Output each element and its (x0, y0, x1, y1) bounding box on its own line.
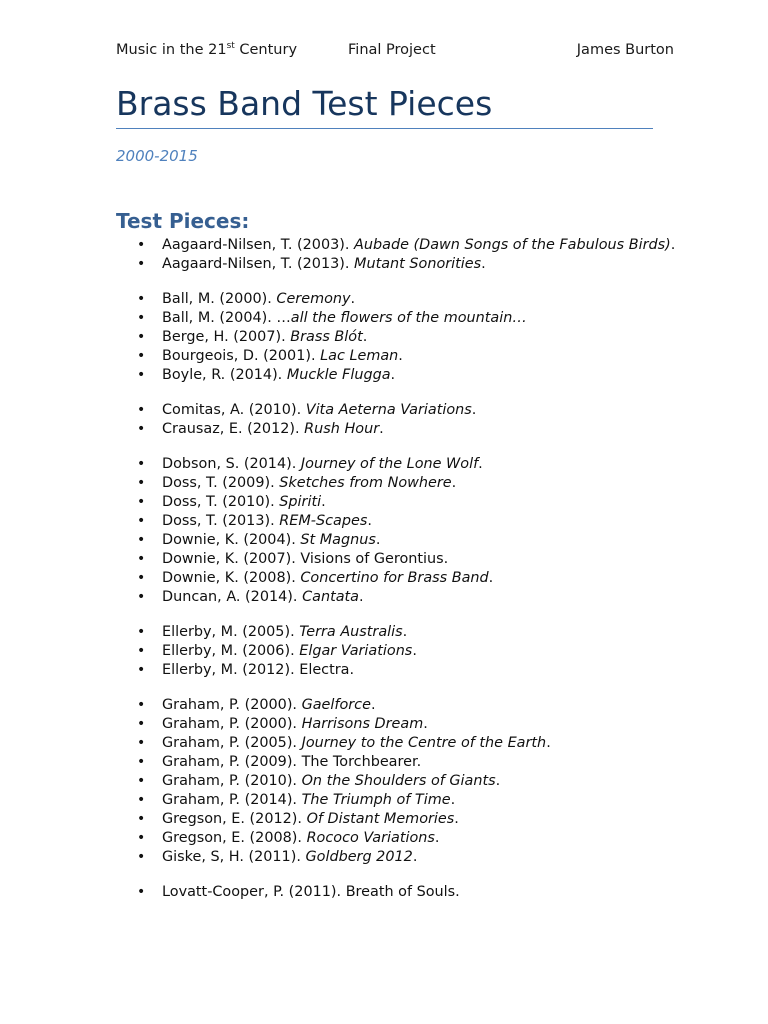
reference-punctuation: . (443, 551, 449, 567)
reference-punctuation: . (349, 662, 355, 678)
reference-author-year: Graham, P. (2000). (162, 716, 302, 732)
reference-punctuation: . (367, 513, 372, 529)
reference-author-year: Comitas, A. (2010). (162, 402, 306, 418)
list-item (116, 328, 676, 347)
header-author: James Burton (576, 42, 674, 58)
reference-title: Ceremony (276, 291, 351, 307)
bullet-icon: • (137, 811, 146, 827)
list-item (116, 734, 676, 753)
reference-title: Goldberg 2012 (305, 849, 413, 865)
list-item (116, 772, 676, 791)
reference-author-year: Downie, K. (2007). (162, 551, 301, 567)
bullet-icon: • (137, 849, 146, 865)
reference-author-year: Ellerby, M. (2005). (162, 624, 300, 640)
list-item (116, 401, 676, 420)
reference-punctuation: . (488, 570, 494, 586)
reference-author-year: Graham, P. (2009). (162, 754, 302, 770)
bullet-icon: • (137, 456, 146, 472)
reference-author-year: Giske, S, H. (2011). (162, 849, 306, 865)
reference-author-year: Ball, M. (2000). (162, 291, 277, 307)
reference-punctuation: . (359, 589, 364, 605)
list-item (116, 455, 676, 474)
document-subtitle: 2000-2015 (116, 147, 198, 165)
reference-title: Visions of Gerontius (300, 551, 444, 567)
reference-title: The Torchbearer (301, 754, 417, 770)
reference-title: Cantata (302, 589, 359, 605)
bullet-icon: • (137, 716, 146, 732)
reference-punctuation: . (350, 291, 356, 307)
reference-author-year: Aagaard-Nilsen, T. (2013). (162, 256, 355, 272)
bullet-icon: • (137, 662, 146, 678)
list-item (116, 661, 676, 680)
bullet-icon: • (137, 589, 146, 605)
bullet-icon: • (137, 475, 146, 491)
reference-title: Brass Blót (290, 329, 363, 345)
reference-author-year: Graham, P. (2000). (162, 697, 302, 713)
reference-author-year: Gregson, E. (2012). (162, 811, 307, 827)
reference-title: Aubade (Dawn Songs of the Fabulous Birds) (354, 237, 671, 253)
reference-title: Mutant Sonorities (354, 256, 482, 272)
reference-author-year: Doss, T. (2010). (162, 494, 280, 510)
reference-author-year: Ball, M. (2004). … (162, 310, 291, 326)
bullet-icon: • (137, 792, 146, 808)
reference-author-year: Graham, P. (2005). (162, 735, 302, 751)
list-item (116, 810, 676, 829)
reference-punctuation: . (362, 329, 368, 345)
reference-title: Concertino for Brass Band (300, 570, 489, 586)
reference-title: Journey of the Lone Wolf (300, 456, 479, 472)
reference-author-year: Graham, P. (2014). (162, 792, 302, 808)
bullet-icon: • (137, 256, 146, 272)
list-item (116, 642, 676, 661)
list-item (116, 420, 676, 439)
reference-title: Harrisons Dream (301, 716, 424, 732)
bullet-icon: • (137, 310, 146, 326)
bullet-icon: • (137, 570, 146, 586)
reference-author-year: Aagaard-Nilsen, T. (2003). (162, 237, 355, 253)
bullet-icon: • (137, 884, 146, 900)
bullet-icon: • (137, 754, 146, 770)
bullet-icon: • (137, 830, 146, 846)
reference-punctuation: . (471, 402, 477, 418)
bullet-icon: • (137, 643, 146, 659)
reference-punctuation: . (370, 697, 376, 713)
list-item (116, 309, 676, 328)
reference-author-year: Gregson, E. (2008). (162, 830, 307, 846)
reference-punctuation: . (455, 884, 460, 900)
list-item (116, 290, 676, 309)
reference-group (116, 236, 676, 274)
reference-author-year: Dobson, S. (2014). (162, 456, 301, 472)
reference-group (116, 290, 676, 385)
reference-title: St Magnus (300, 532, 376, 548)
list-item (116, 791, 676, 810)
reference-author-year: Berge, H. (2007). (162, 329, 291, 345)
list-item (116, 366, 676, 385)
reference-group (116, 401, 676, 439)
reference-author-year: Doss, T. (2009). (162, 475, 280, 491)
reference-title: Of Distant Memories (306, 811, 455, 827)
reference-title: Electra (299, 662, 350, 678)
bullet-icon: • (137, 773, 146, 789)
reference-author-year: Ellerby, M. (2012). (162, 662, 300, 678)
header-course: Music in the 21st Century (116, 41, 298, 58)
reference-punctuation: . (423, 716, 428, 732)
list-item (116, 883, 676, 902)
reference-author-year: Lovatt-Cooper, P. (2011). (162, 884, 346, 900)
bullet-icon: • (137, 697, 146, 713)
reference-title: Muckle Flugga (286, 367, 391, 383)
bullet-icon: • (137, 532, 146, 548)
reference-title: Vita Aeterna Variations (305, 402, 472, 418)
bullet-icon: • (137, 237, 146, 253)
list-item (116, 550, 676, 569)
bullet-icon: • (137, 348, 146, 364)
reference-punctuation: . (390, 367, 396, 383)
reference-title: REM-Scapes (279, 513, 368, 529)
bullet-icon: • (137, 624, 146, 640)
reference-punctuation: . (670, 237, 676, 253)
reference-title: Lac Leman (320, 348, 399, 364)
reference-title: Rush Hour (304, 421, 380, 437)
reference-punctuation: . (416, 754, 422, 770)
bullet-icon: • (137, 402, 146, 418)
reference-punctuation: . (398, 348, 403, 364)
bullet-icon: • (137, 367, 146, 383)
reference-punctuation: . (379, 421, 384, 437)
reference-punctuation: . (412, 849, 418, 865)
reference-title: all the flowers of the mountain… (290, 310, 527, 326)
reference-title: Spiriti (279, 494, 322, 510)
page-header (116, 42, 674, 62)
list-item (116, 474, 676, 493)
reference-title: Rococo Variations (306, 830, 435, 846)
bullet-icon: • (137, 329, 146, 345)
bullet-icon: • (137, 494, 146, 510)
reference-title: Elgar Variations (299, 643, 413, 659)
reference-punctuation: . (450, 792, 456, 808)
list-item (116, 236, 676, 255)
reference-punctuation: . (546, 735, 551, 751)
header-project: Final Project (348, 42, 436, 58)
reference-title: Sketches from Nowhere (279, 475, 452, 491)
list-item (116, 753, 676, 772)
list-item (116, 588, 676, 607)
reference-list (116, 236, 676, 902)
reference-group (116, 455, 676, 607)
reference-punctuation: . (375, 532, 381, 548)
list-item (116, 512, 676, 531)
reference-punctuation: . (434, 830, 440, 846)
list-item (116, 623, 676, 642)
bullet-icon: • (137, 421, 146, 437)
title-underline (116, 128, 653, 129)
reference-group (116, 623, 676, 680)
bullet-icon: • (137, 513, 146, 529)
reference-author-year: Boyle, R. (2014). (162, 367, 287, 383)
reference-author-year: Bourgeois, D. (2001). (162, 348, 321, 364)
list-item (116, 493, 676, 512)
list-item (116, 255, 676, 274)
reference-title: Terra Australis (299, 624, 403, 640)
reference-punctuation: . (402, 624, 408, 640)
list-item (116, 696, 676, 715)
reference-author-year: Downie, K. (2008). (162, 570, 301, 586)
reference-punctuation: . (478, 456, 483, 472)
reference-author-year: Doss, T. (2013). (162, 513, 280, 529)
reference-group (116, 883, 676, 902)
bullet-icon: • (137, 735, 146, 751)
bullet-icon: • (137, 291, 146, 307)
reference-punctuation: . (412, 643, 417, 659)
reference-author-year: Ellerby, M. (2006). (162, 643, 300, 659)
list-item (116, 848, 676, 867)
reference-author-year: Downie, K. (2004). (162, 532, 301, 548)
list-item (116, 829, 676, 848)
reference-title: Gaelforce (301, 697, 371, 713)
bullet-icon: • (137, 551, 146, 567)
list-item (116, 715, 676, 734)
list-item (116, 531, 676, 550)
reference-author-year: Crausaz, E. (2012). (162, 421, 305, 437)
reference-title: The Triumph of Time (301, 792, 451, 808)
section-heading: Test Pieces: (116, 209, 250, 233)
reference-punctuation: . (454, 811, 459, 827)
reference-punctuation: . (495, 773, 501, 789)
reference-group (116, 696, 676, 867)
reference-punctuation: . (321, 494, 326, 510)
reference-title: Journey to the Centre of the Earth (301, 735, 547, 751)
list-item (116, 347, 676, 366)
reference-title: Breath of Souls (345, 884, 456, 900)
document-title: Brass Band Test Pieces (116, 84, 493, 123)
reference-author-year: Graham, P. (2010). (162, 773, 302, 789)
reference-punctuation: . (481, 256, 486, 272)
list-item (116, 569, 676, 588)
reference-author-year: Duncan, A. (2014). (162, 589, 303, 605)
reference-punctuation: . (451, 475, 457, 491)
reference-title: On the Shoulders of Giants (301, 773, 496, 789)
